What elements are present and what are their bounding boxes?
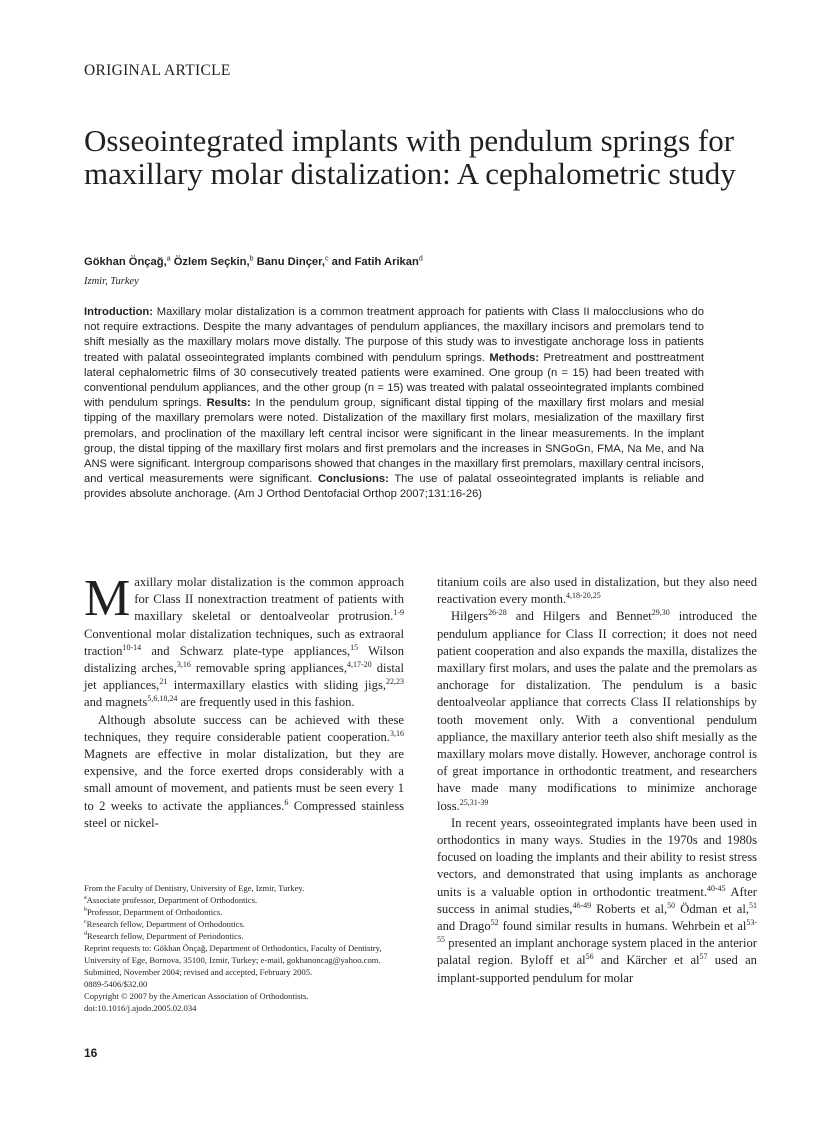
body-text: Wilson distalizing arches,: [84, 643, 404, 676]
body-paragraph: [437, 574, 757, 608]
footnote-line: [84, 906, 404, 918]
body-text: intermaxillary elastics with sliding jigs,: [167, 678, 386, 693]
body-paragraph: [437, 815, 757, 987]
citation-ref[interactable]: 3,16: [176, 659, 191, 669]
abstract-conclusions-text: The use of palatal osseointegrated implants is reliable and provides absolute anchorage. (Am J Orthod Dentofacial Orthop 2007;131:16-26): [84, 473, 704, 501]
abstract-methods-label: Methods:: [489, 351, 540, 364]
footnote-line: [84, 966, 404, 978]
footnote-mark: c: [84, 919, 87, 926]
body-text: Ödman et al,: [675, 901, 749, 916]
citation-ref[interactable]: 1-9: [393, 608, 404, 618]
body-text: Conventional molar distalization techniques, such as extraoral traction: [84, 626, 404, 658]
body-text: Hilgers: [451, 609, 489, 624]
citation-ref[interactable]: 52: [490, 917, 499, 927]
footnote-text: Research fellow, Department of Periodontics.: [87, 931, 244, 941]
affiliation-mark: a: [166, 255, 171, 263]
body-text: axillary molar distalization is the common approach for Class II nonextraction treatment of patients with maxillary skeletal or dentoalveolar protrusion.: [134, 575, 404, 624]
footnote-text: Professor, Department of Orthodontics.: [87, 907, 223, 917]
body-paragraph: [84, 570, 404, 712]
abstract-methods-text: Pretreatment and posttreatment lateral cephalometric films of 30 consecutively treated patients were examined. One group (n = 15) had been treated with conventional pendulum appliances, and the other group (n = 15) was treated with palatal osseointegrated implants combined with pendulum springs.: [84, 351, 704, 410]
citation-ref[interactable]: 51: [749, 900, 757, 910]
body-text: and Drago: [437, 919, 491, 934]
footnote-line: [84, 930, 404, 942]
body-text: found similar results in humans. Wehrbein et al: [498, 919, 747, 934]
abstract-conclusions-label: Conclusions:: [317, 473, 389, 486]
footnote-text: Reprint requests to: Gökhan Önçağ, Department of Orthodontics, Faculty of Dentistry, University of Ege, Bornova, 35100, Izmir, Turkey; e-mail, gokhanoncag@yahoo.com.: [84, 943, 382, 965]
section-label: ORIGINAL ARTICLE: [84, 62, 231, 79]
citation-ref[interactable]: 40-45: [707, 883, 726, 893]
author-name: Gökhan Önçağ,: [84, 256, 167, 268]
body-text: Compressed stainless steel or nickel-: [84, 798, 404, 830]
body-text: and Schwarz plate-type appliances,: [141, 643, 351, 658]
body-text: presented an implant anchorage system placed in the anterior palatal region. Byloff et al: [437, 936, 757, 968]
author-name: Özlem Seçkin,: [173, 256, 250, 268]
citation-ref[interactable]: 6: [284, 797, 289, 807]
footnote-mark: a: [84, 895, 87, 902]
citation-ref[interactable]: 29,30: [651, 608, 670, 618]
body-text: used an implant-supported pendulum for molar: [437, 953, 757, 985]
citation-ref[interactable]: 3,16: [390, 728, 404, 738]
citation-ref[interactable]: 56: [585, 952, 594, 962]
footnote-line: [84, 918, 404, 930]
author-location: Izmir, Turkey: [84, 276, 139, 287]
abstract-intro-text: Maxillary molar distalization is a common treatment approach for patients with Class II malocclusions who do not require extractions. Despite the many advantages of pendulum appliances, the maxillary incisors and premolars tend to shift mesially as the maxillary molars move distally. The purpose of this study was to investigate anchorage loss in patients treated with palatal osseointegrated implants combined with pendulum springs.: [84, 306, 704, 364]
citation-ref[interactable]: 4,18-20,25: [566, 591, 601, 601]
footnote-line: [84, 942, 404, 966]
citation-ref[interactable]: 15: [350, 642, 359, 652]
author-separator: and: [328, 256, 355, 268]
body-paragraph: [84, 712, 404, 832]
citation-ref[interactable]: 46-49: [572, 900, 592, 910]
citation-ref[interactable]: 25,31-39: [459, 797, 489, 807]
drop-cap: M: [84, 570, 131, 627]
footnote-line: [84, 978, 404, 990]
body-text: distal jet appliances,: [84, 661, 404, 693]
footnote-line: [84, 990, 404, 1002]
author-list: [84, 256, 423, 268]
citation-ref[interactable]: 50: [667, 900, 676, 910]
citation-ref[interactable]: 10-14: [122, 642, 142, 652]
author-name: Fatih Arikan: [354, 256, 419, 268]
body-text: Magnets are effective in molar distalization, but they are expensive, and the force exerted drops considerably with a small amount of movement, and patients must be seen every 1 to 2 weeks to activate the appliances.: [84, 747, 404, 813]
footnote-line: [84, 1002, 404, 1014]
citation-ref[interactable]: 53-55: [437, 917, 757, 945]
footnote-text: 0889-5406/$32.00: [84, 979, 148, 989]
footnote-text: doi:10.1016/j.ajodo.2005.02.034: [84, 1003, 197, 1013]
body-paragraph: [437, 608, 757, 814]
citation-ref[interactable]: 57: [699, 952, 708, 962]
citation-ref[interactable]: 26-28: [488, 608, 507, 618]
body-column-right: [437, 574, 757, 987]
body-column-left: [84, 570, 404, 832]
body-text: After success in animal studies,: [437, 884, 757, 916]
body-text: Roberts et al,: [591, 901, 668, 916]
abstract-results-label: Results:: [206, 397, 251, 410]
footnote-line: [84, 882, 404, 894]
article-title: Osseointegrated implants with pendulum springs for maxillary molar distalization: A cephalometric study: [84, 123, 736, 191]
body-text: In recent years, osseointegrated implants have been used in orthodontics in many ways. Studies in the 1970s and 1980s focused on loading the implants and their ability to resist stress vectors, and demonstrated that using implants as anchorage units is a valuable option in orthodontic treatment.: [437, 815, 757, 899]
footnote-text: Research fellow, Department of Orthodontics.: [86, 919, 246, 929]
affiliation-mark: d: [418, 255, 423, 263]
abstract-results-text: In the pendulum group, significant distal tipping of the maxillary first molars and mesial tipping of the maxillary premolars were noted. Distalization of the maxillary first molars, mesialization of the maxillary first premolars, and proclination of the maxillary left central incisor were significant in the linear measurements. In the implant group, the distal tipping of the maxillary first molars and first premolars and the increases in SNGoGn, FMA, Na Me, and Na ANS were significant. Intergroup comparisons showed that changes in the maxillary first premolars, maxillary central incisors, and vertical measurements were significant.: [84, 397, 705, 486]
footnote-text: Submitted, November 2004; revised and accepted, February 2005.: [84, 967, 313, 977]
footnote-text: Copyright © 2007 by the American Association of Orthodontists.: [84, 991, 309, 1001]
footnote-line: [84, 894, 404, 906]
affiliation-mark: c: [324, 255, 329, 263]
body-text: and Hilgers and Bennet: [506, 609, 652, 624]
footnote-text: From the Faculty of Dentistry, University of Ege, Izmir, Turkey.: [84, 883, 305, 893]
footnotes: [84, 882, 404, 1014]
body-text: titanium coils are also used in distalization, but they also need reactivation every month.: [437, 575, 757, 607]
footnote-text: Associate professor, Department of Orthodontics.: [86, 895, 258, 905]
affiliation-mark: b: [249, 255, 254, 263]
footnote-mark: b: [84, 907, 87, 914]
body-text: and Kärcher et al: [593, 953, 700, 968]
citation-ref[interactable]: 22,23: [386, 677, 404, 687]
body-text: introduced the pendulum appliance for Class II correction; it does not need patient cooperation and also expands the maxilla, distalizes the maxillary first molars, and uses the palate and the premolars as anchorage for distalization. The pendulum is a basic dentoalveolar appliance that corrects Class II relationships by tooth movement only. With a conventional pendulum appliance, the maxillary anterior teeth also shift mesially as the maxillary molars move distally. However, anchorage control is of great importance in orthodontic treatment, and researchers have made many modifications to minimize anchorage loss.: [437, 609, 757, 813]
body-text: Although absolute success can be achieved with these techniques, they require considerable patient cooperation.: [84, 712, 404, 744]
page-number: 16: [84, 1046, 98, 1060]
author-name: Banu Dinçer,: [256, 256, 325, 268]
citation-ref[interactable]: 4,17-20: [346, 659, 372, 669]
citation-ref[interactable]: 5,6,18,24: [147, 694, 178, 704]
abstract: [84, 305, 704, 503]
body-text: are frequently used in this fashion.: [177, 695, 355, 710]
body-text: and magnets: [84, 695, 148, 710]
body-text: removable spring appliances,: [190, 661, 347, 676]
citation-ref[interactable]: 21: [159, 677, 168, 687]
abstract-intro-label: Introduction:: [84, 306, 153, 318]
footnote-mark: d: [84, 931, 87, 938]
